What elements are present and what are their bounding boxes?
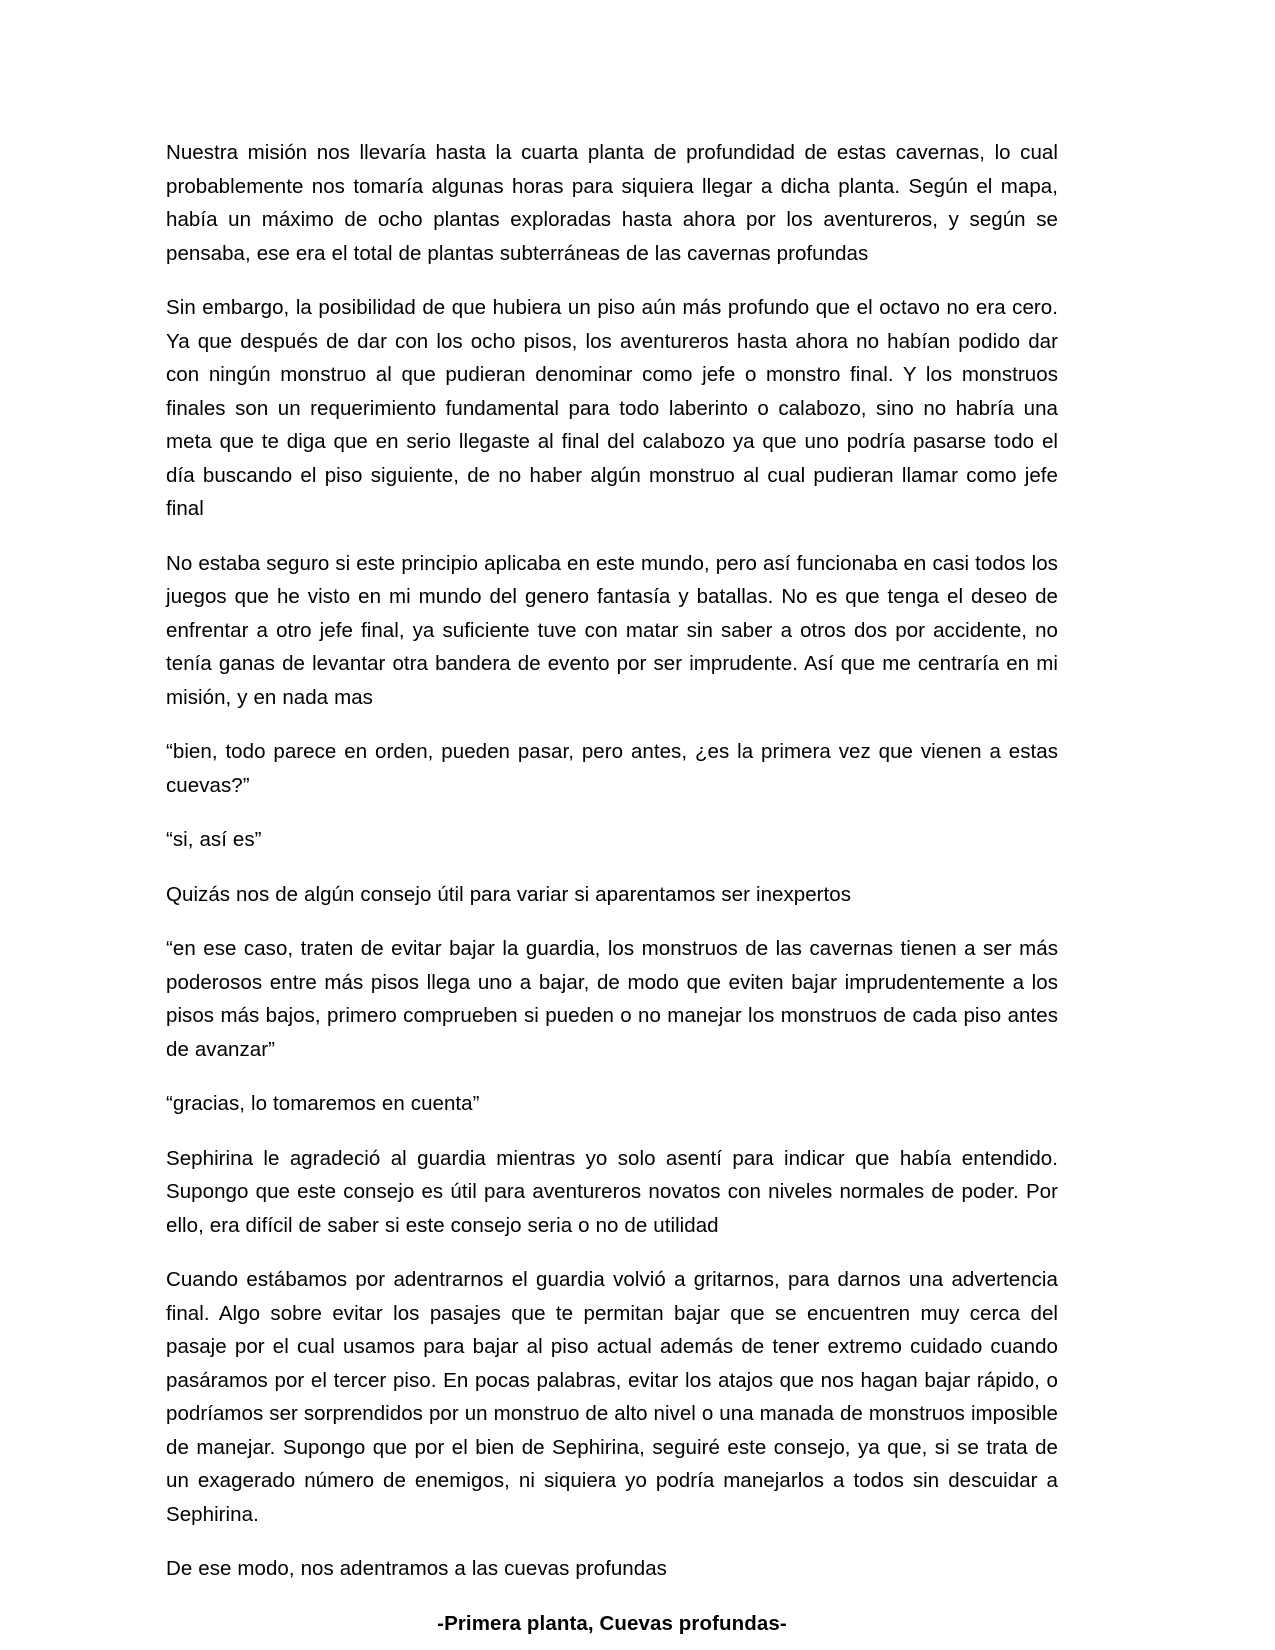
dialogue-reply-affirmative: “si, así es” [166,828,262,851]
paragraph-1: Nuestra misión nos llevaría hasta la cuarta planta de profundidad de estas cavernas, lo cual probablemente nos tomaría algunas horas para siquiera llegar a dicha planta. Según el mapa, había un máximo de ocho plantas exploradas hasta ahora por los aventureros, y según se pensaba, ese era el total de plantas subterráneas de las cavernas profundas [166,141,1058,265]
dialogue-guard-question: “bien, todo parece en orden, pueden pasar, pero antes, ¿es la primera vez que vienen a estas cuevas?” [166,740,1058,797]
section-heading: -Primera planta, Cuevas profundas- [437,1611,787,1635]
paragraph-final-warning: Cuando estábamos por adentrarnos el guardia volvió a gritarnos, para darnos una advertencia final. Algo sobre evitar los pasajes que te permitan bajar que se encuentren muy cerca del pasaje por el cual usamos para bajar al piso actual además de tener extremo cuidado cuando pasáramos por el tercer piso. En pocas palabras, evitar los atajos que nos hagan bajar rápido, o podríamos ser sorprendidos por un monstruo de alto nivel o una manada de monstruos imposible de manejar. Supongo que por el bien de Sephirina, seguiré este consejo, ya que, si se trata de un exagerado número de enemigos, ni siquiera yo podría manejarlos a todos sin descuidar a Sephirina. [166,1268,1058,1526]
text-column [166,136,1058,1640]
dialogue-thanks: “gracias, lo tomaremos en cuenta” [166,1092,480,1115]
paragraph-closing: De ese modo, nos adentramos a las cuevas profundas [166,1557,667,1580]
paragraph-2: Sin embargo, la posibilidad de que hubiera un piso aún más profundo que el octavo no era cero. Ya que después de dar con los ocho pisos, los aventureros hasta ahora no habían podido dar con ningún monstruo al que pudieran denominar como jefe o monstro final. Y los monstruos finales son un requerimiento fundamental para todo laberinto o calabozo, sino no habría una meta que te diga que en serio llegaste al final del calabozo ya que uno podría pasarse todo el día buscando el piso siguiente, de no haber algún monstruo al cual pudieran llamar como jefe final [166,296,1058,520]
paragraph-sephirina-thanks: Sephirina le agradeció al guardia mientras yo solo asentí para indicar que había entendido. Supongo que este consejo es útil para aventureros novatos con niveles normales de poder. Por ello, era difícil de saber si este consejo seria o no de utilidad [166,1146,1058,1237]
paragraph-3: No estaba seguro si este principio aplicaba en este mundo, pero así funcionaba en casi todos los juegos que he visto en mi mundo del genero fantasía y batallas. No es que tenga el deseo de enfrentar a otro jefe final, ya suficiente tuve con matar sin saber a otros dos por accidente, no tenía ganas de levantar otra bandera de evento por ser imprudente. Así que me centraría en mi misión, y en nada mas [166,551,1058,709]
dialogue-guard-advice: “en ese caso, traten de evitar bajar la guardia, los monstruos de las cavernas tienen a ser más poderosos entre más pisos llega uno a bajar, de modo que eviten bajar imprudentemente a los pisos más bajos, primero comprueben si pueden o no manejar los monstruos de cada piso antes de avanzar” [166,937,1058,1061]
paragraph-inner-thought: Quizás nos de algún consejo útil para variar si aparentamos ser inexpertos [166,882,852,906]
